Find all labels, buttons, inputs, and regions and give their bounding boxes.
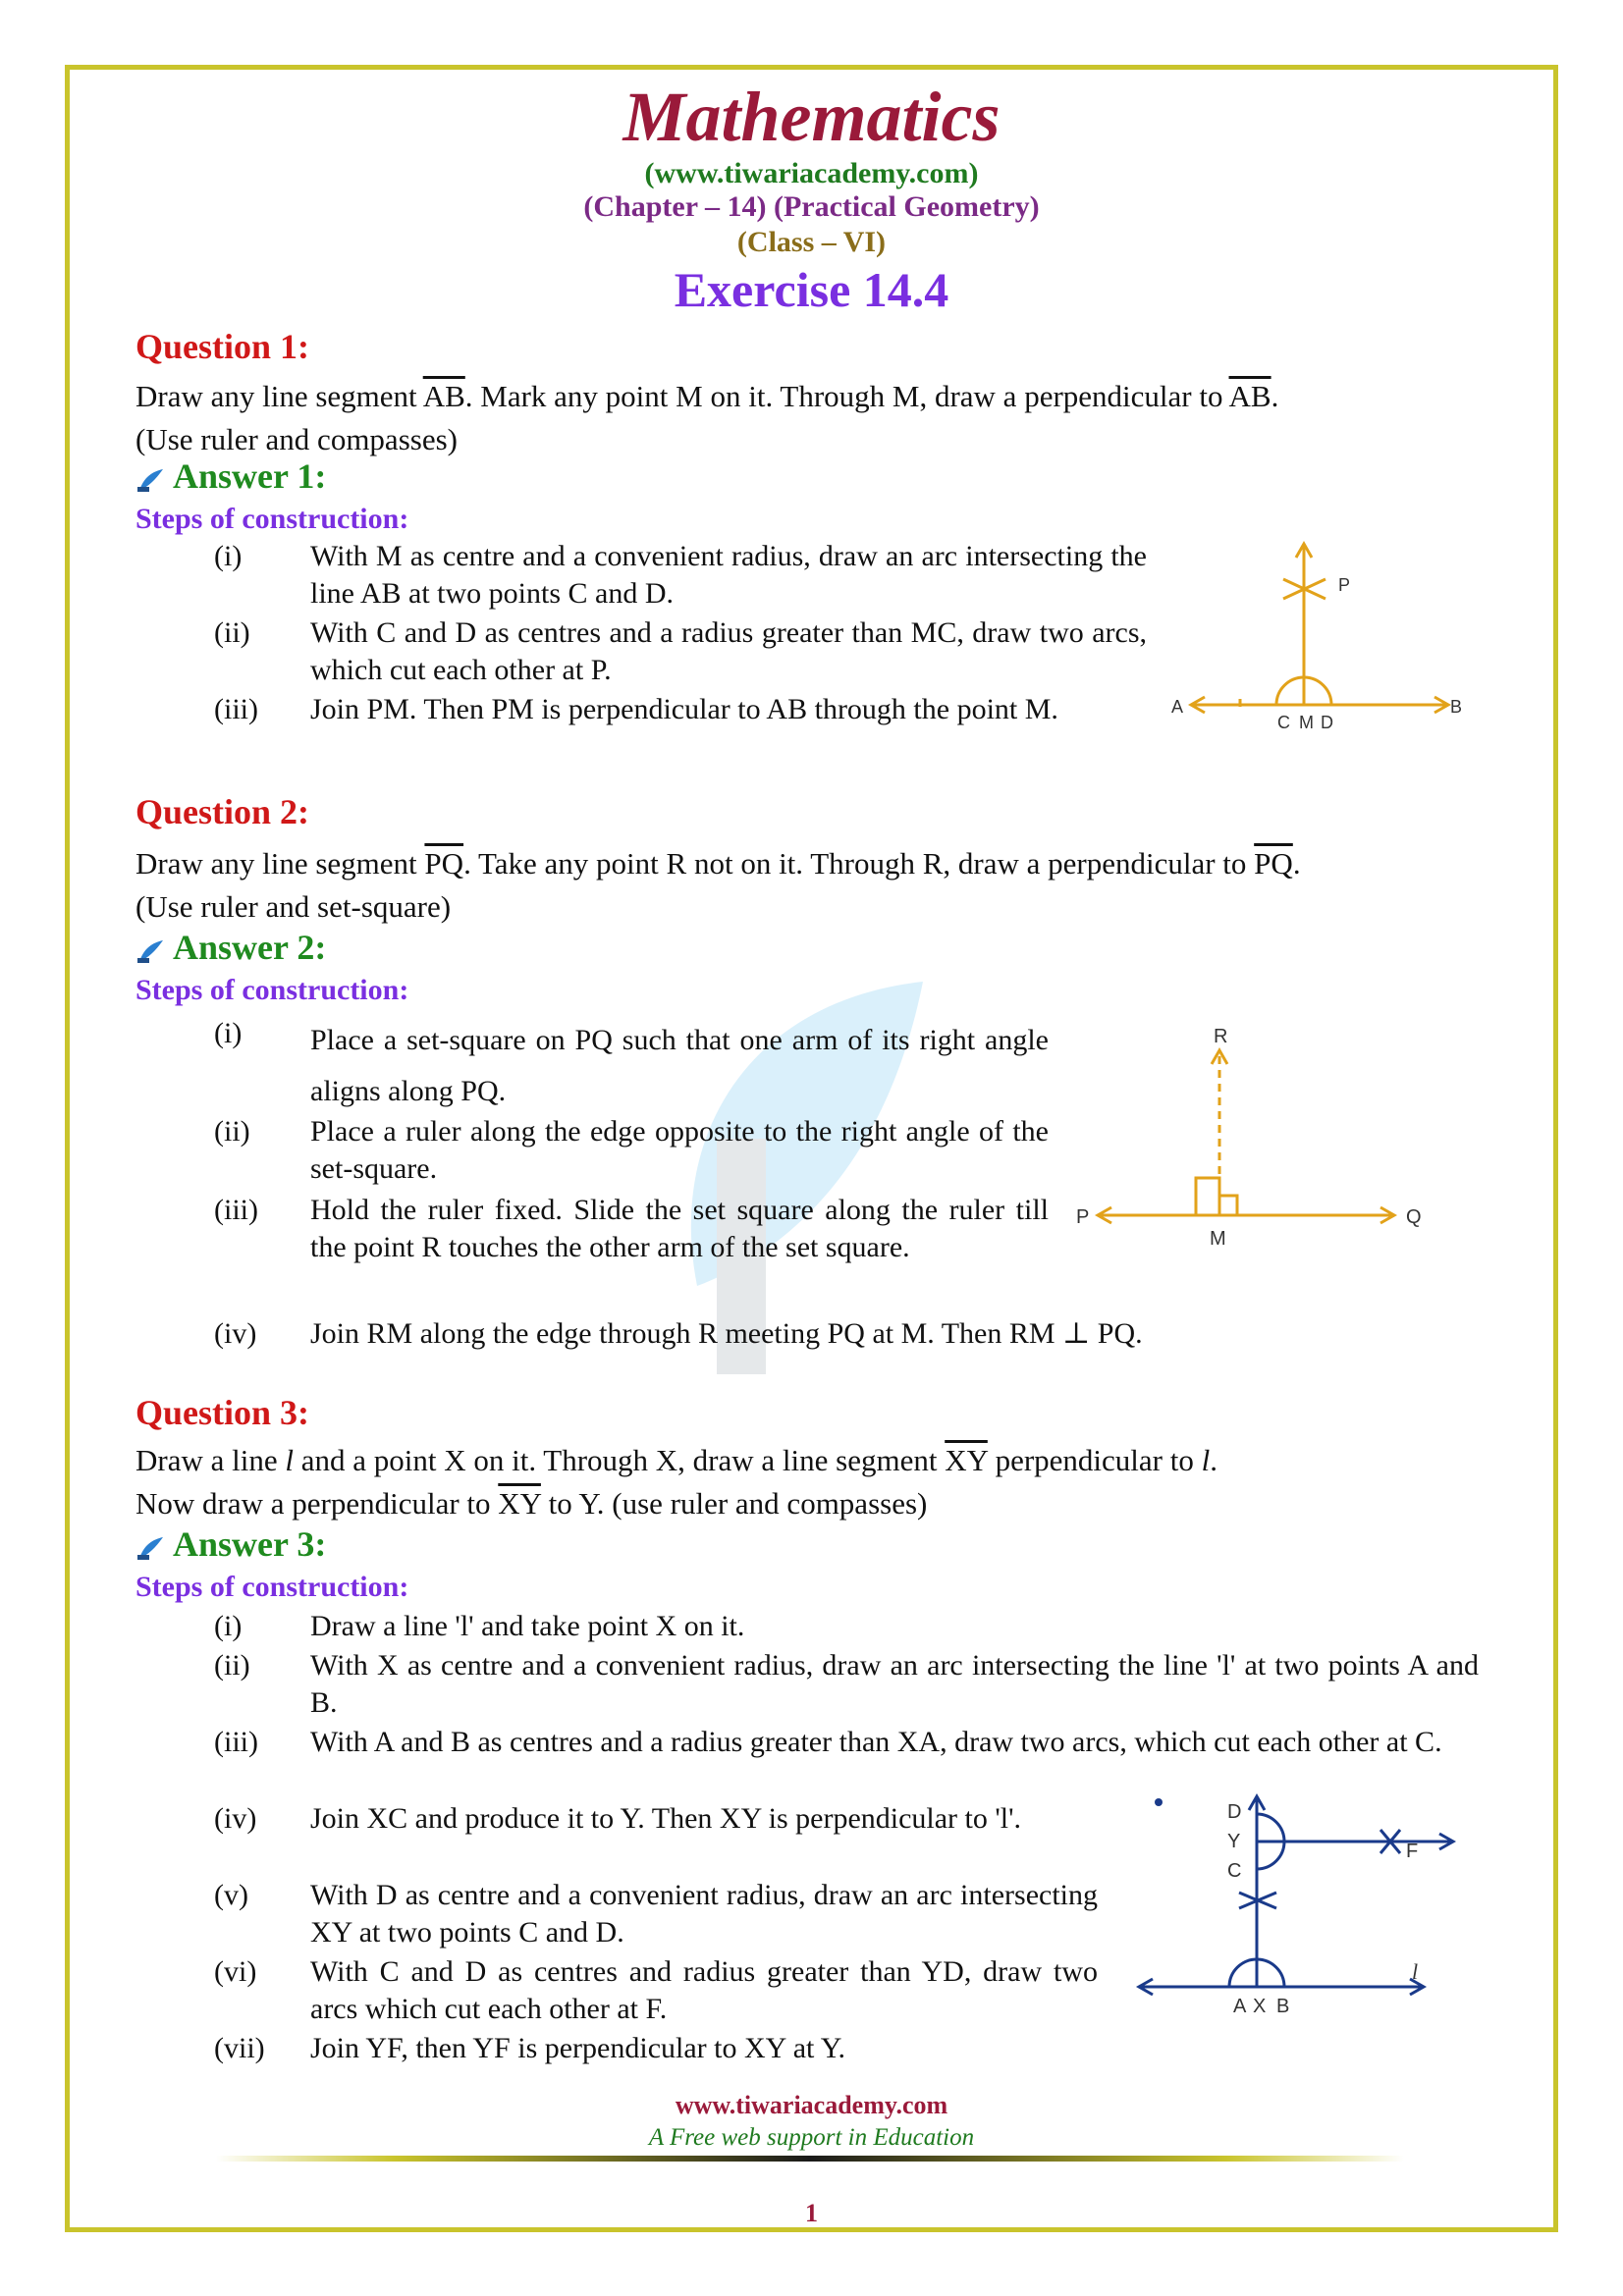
figure-2 (1070, 1021, 1443, 1247)
page-title: Mathematics (622, 78, 1001, 156)
label-m: M (1299, 713, 1314, 732)
label-p: P (1076, 1206, 1090, 1228)
footer-divider (216, 2156, 1404, 2162)
label-m: M (1210, 1228, 1226, 1247)
answer-1-heading: Answer 1: (135, 455, 326, 497)
label-a: A (1233, 1996, 1247, 2017)
footer-site: www.tiwariacademy.com (675, 2091, 948, 2119)
segment-ab: $\overline{AB}$ (422, 379, 465, 413)
question-3-text: Draw a line l and a point X on it. Through X, draw a line segment $\overline{XY}$ perpendicular to l. Now draw a perpendicular to $\overline{XY}$ to Y. (use ruler and compasses) (135, 1443, 1217, 1521)
label-f: F (1406, 1841, 1419, 1862)
header-class: (Class – VI) (736, 226, 887, 258)
question-1-text: Draw any line segment $\overline{AB}$. Mark any point M on it. Through M, draw a perpendicular to $\overline{AB}$. (Use ruler and compasses) (135, 379, 1279, 456)
label-a: A (1171, 697, 1184, 717)
exercise-title: Exercise 14.4 (674, 262, 949, 317)
label-r: R (1214, 1026, 1228, 1047)
label-b: B (1276, 1996, 1290, 2017)
header-chapter: (Chapter – 14) (Practical Geometry) (583, 190, 1040, 223)
feather-pen-icon (135, 1535, 165, 1561)
label-l: l (1412, 1959, 1419, 1984)
label-y: Y (1227, 1831, 1241, 1852)
question-2-text: Draw any line segment $\overline{PQ}$. Take any point R not on it. Through R, draw a perpendicular to $\overline{PQ}$. (Use ruler and set-square) (135, 846, 1301, 924)
answer-2-heading: Answer 2: (135, 927, 326, 968)
steps-title-1: Steps of construction: (135, 503, 409, 535)
label-x: X (1253, 1996, 1267, 2017)
footer-tagline: A Free web support in Education (648, 2124, 975, 2151)
label-d: D (1227, 1801, 1242, 1823)
question-3-heading: Question 3: (135, 1393, 310, 1432)
label-c: C (1227, 1860, 1242, 1882)
figure-3 (1129, 1787, 1473, 2032)
steps-title-2: Steps of construction: (135, 974, 409, 1006)
label-p: P (1338, 575, 1351, 595)
label-c: C (1277, 713, 1290, 732)
page-number: 1 (805, 2199, 818, 2227)
answer-3-heading: Answer 3: (135, 1523, 326, 1565)
question-1-heading: Question 1: (135, 327, 310, 366)
header-site: (www.tiwariacademy.com) (644, 157, 979, 189)
label-d: D (1321, 713, 1333, 732)
steps-title-3: Steps of construction: (135, 1571, 409, 1603)
feather-pen-icon (135, 467, 165, 493)
feather-pen-icon (135, 938, 165, 964)
label-q: Q (1406, 1206, 1422, 1228)
question-2-heading: Question 2: (135, 792, 310, 831)
figure-1 (1163, 530, 1488, 736)
label-b: B (1450, 697, 1463, 717)
